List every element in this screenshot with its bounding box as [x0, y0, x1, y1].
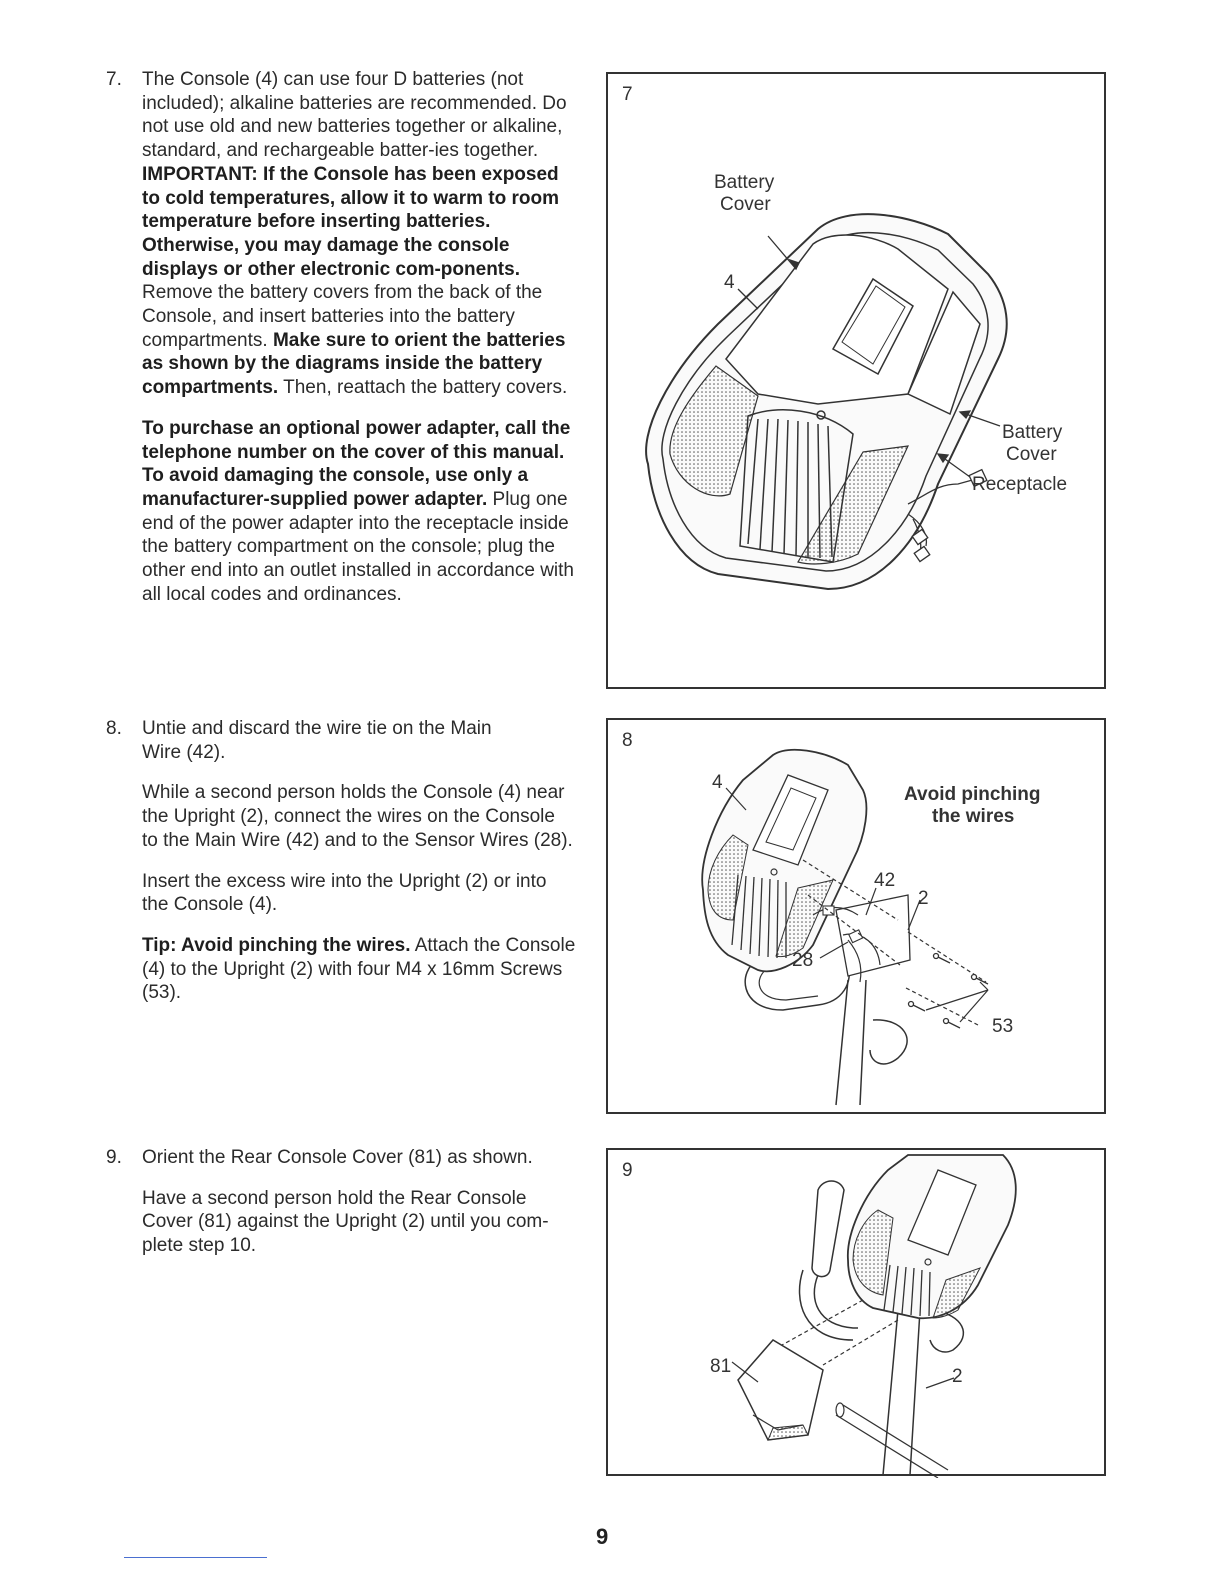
body-text: Then, reattach the battery covers. [278, 377, 568, 399]
figure-number: 8 [622, 730, 633, 751]
label-part-2: 2 [918, 888, 929, 909]
figure-8 [606, 718, 1106, 1114]
label-part-4: 4 [724, 272, 735, 293]
emphasis-text: Make sure to orient the batteries as shown by the diagrams inside the battery compartments. [142, 329, 566, 399]
step-7-paragraph-2 [142, 417, 576, 607]
body-text: Attach the Console (4) to the Upright (2) with four M4 x 16mm Screws (53). [142, 934, 576, 1004]
step-7-text [106, 68, 576, 623]
body-text: The Console (4) can use four D batteries (not included); alkaline batteries are recommended. Do not use old and new batteries together or alkaline, standard, and rechargeable batter-ies together. [142, 69, 567, 162]
emphasis-text: To purchase an optional power adapter, call the telephone number on the cover of this manual. To avoid damaging the console, use only a manufacturer-supplied power adapter. [142, 417, 571, 510]
step-8-paragraph-1: Untie and discard the wire tie on the Main Wire (42). [142, 718, 492, 763]
figure-7 [606, 72, 1106, 689]
warning-text: IMPORTANT: If the Console has been exposed to cold temperatures, allow it to warm to room temperature before inserting batteries. Otherwise, you may damage the console displays or other electronic com-ponents. [142, 163, 559, 280]
body-text: Remove the battery covers from the back of the Console, and insert batteries into the battery compartments. [142, 282, 543, 351]
label-part-28: 28 [792, 950, 814, 971]
step-8-text [106, 717, 576, 1022]
tip-text: Tip: Avoid pinching the wires. [142, 934, 411, 956]
bottom-rule [124, 1557, 267, 1558]
figure-9 [606, 1148, 1106, 1476]
console-battery-illustration [608, 74, 1108, 691]
label-battery-cover-right: Battery [1002, 422, 1063, 443]
label-part-2: 2 [952, 1366, 963, 1387]
label-receptacle: Receptacle [972, 474, 1068, 495]
step-8-paragraph-2: While a second person holds the Console (4) near the Upright (2), connect the wires on the Console to the Main Wire (42) and to the Sensor Wires (28). [142, 782, 573, 851]
label-battery-cover-right: Cover [1006, 444, 1057, 465]
rear-cover-illustration [608, 1150, 1108, 1478]
step-9-paragraph-1: Orient the Rear Console Cover (81) as shown. [142, 1147, 533, 1168]
figure-number: 9 [622, 1160, 633, 1181]
figure-number: 7 [622, 84, 633, 105]
console-attach-illustration [608, 720, 1108, 1116]
body-text: Plug one end of the power adapter into the receptacle inside the battery compartment on the console; plug the other end into an outlet installed in accordance with all local codes and ordinances. [142, 488, 574, 605]
label-battery-cover-top: Battery [714, 172, 775, 193]
step-7-paragraph-1 [142, 68, 576, 400]
step-8-paragraph-4 [142, 934, 576, 1005]
callout-avoid-pinching: Avoid pinching [904, 784, 1041, 805]
label-part-4: 4 [712, 772, 723, 793]
label-part-81: 81 [710, 1356, 732, 1377]
step-9-text [106, 1146, 576, 1275]
label-part-42: 42 [874, 870, 896, 891]
callout-avoid-pinching: the wires [932, 806, 1015, 827]
step-number: 9. [106, 1147, 122, 1168]
step-number: 7. [106, 69, 122, 90]
step-number: 8. [106, 718, 122, 739]
label-part-53: 53 [992, 1016, 1014, 1037]
step-9-paragraph-2: Have a second person hold the Rear Console Cover (81) against the Upright (2) until you com-plete step 10. [142, 1187, 549, 1257]
page-number: 9 [596, 1524, 609, 1549]
label-battery-cover-top: Cover [720, 194, 771, 215]
step-8-paragraph-3: Insert the excess wire into the Upright (2) or into the Console (4). [142, 870, 547, 916]
